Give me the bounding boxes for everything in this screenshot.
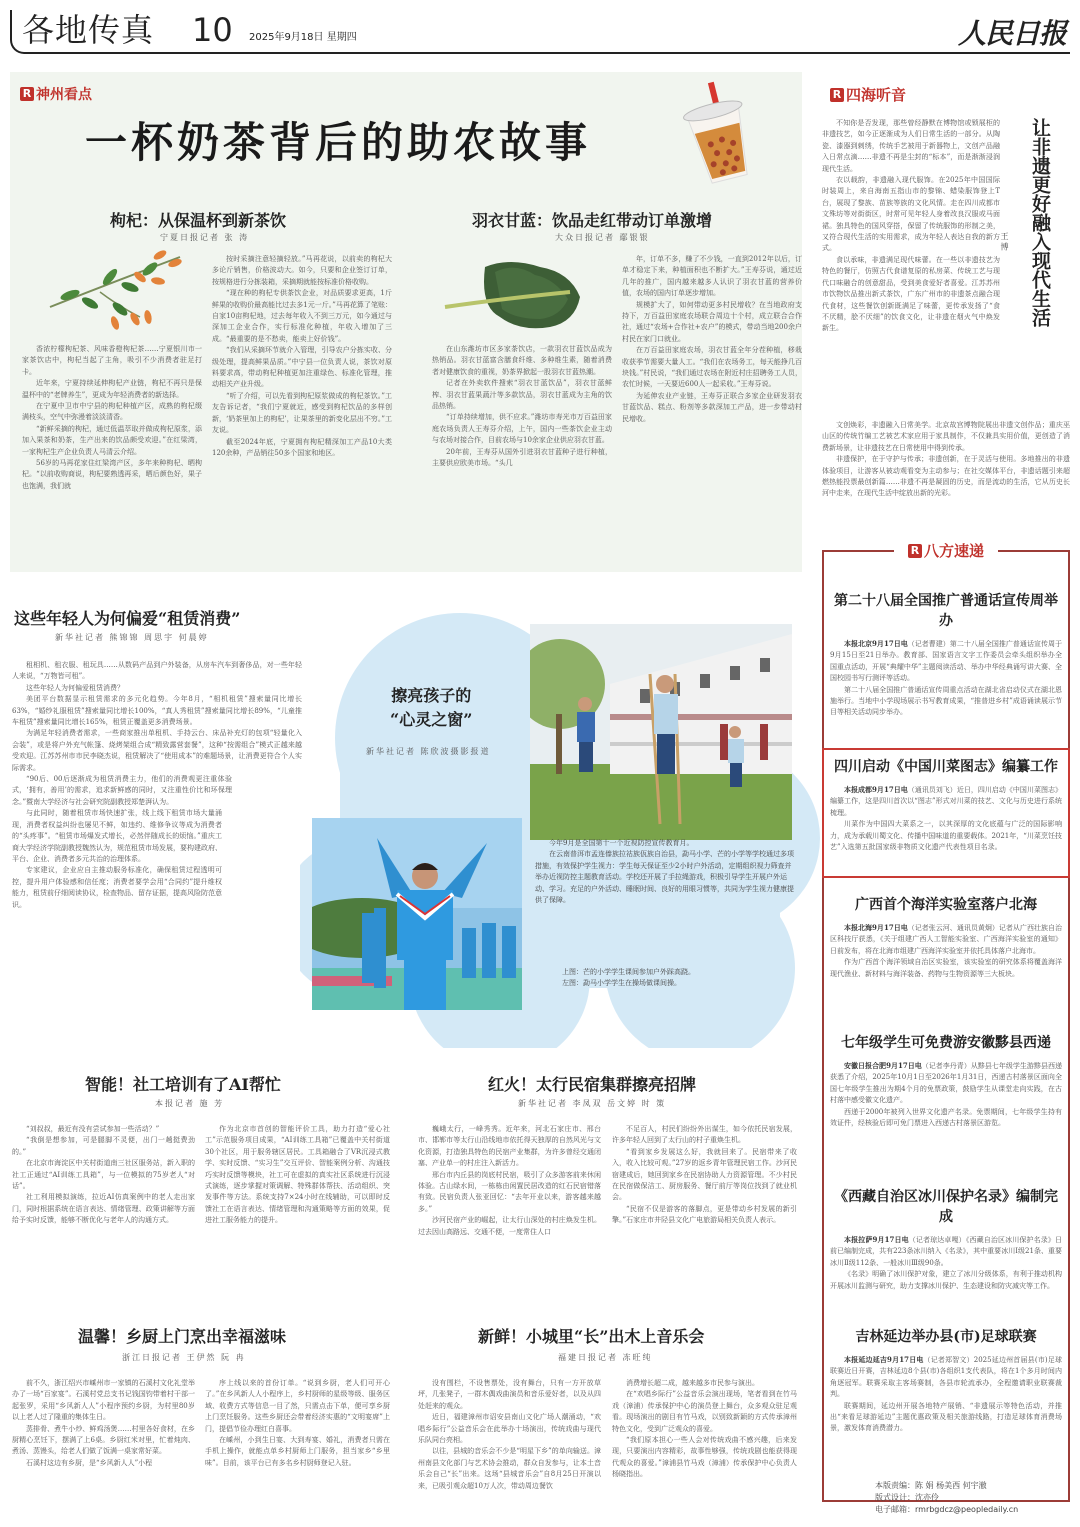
opinion-author: 王 博 [1000,232,1009,251]
brief-title: 《西藏自治区冰川保护名录》编制完成 [834,1189,1058,1225]
section-name: 各地传真 [22,11,155,49]
article-body-goji-col2: 按时采摘注意轻摘轻放。”马再花说，以前卖的枸杞大多论斤销售，价格波动大。如今，只要和企业签订订单，按规格进行分拣装箱，采摘期就能按标准价格收购。 “现在种的枸杞专供茶饮企业，对品质要求更高，1斤鲜果的收购价最高能比过去多1元一斤。”马再花算了笔账：自家10亩枸杞地，过去每年收入不到三万元，如今通过与深加工企业合作，实行标准化种植，年收入增加了三成。“最重要的是不愁卖，能卖上好价钱”。 “我们从采摘环节就介入管理，引导农户分拣实收、分级处理，提高鲜果品质。”中宁县一位负责人说，茶饮对原料要求高，带动枸杞种植更加注重绿色、标准化管理，推动相关产业升级。 “听了介绍，可以先看到枸杞原浆做成的枸杞茶饮。”工友告诉记者，“我们宁夏就近，感受到枸杞饮品的多样创新，‘奶茶里加上的枸杞’，让果茶里的新变化层出不穷。”工友说。 截至2024年底，宁夏拥有枸杞精深加工产品10大类120余种，产品销往50多个国家和地区。 [212,255,392,457]
brief-item: 第二十八届全国推广普通话宣传周举办 本报北京9月17日电（记者曹建）第二十八届全国推广普通话宣传周于9月15日至21日举办。教育部、国家语言文字工作委员会牵头组织举办全国重点活动，开展“典耀中华”主题阅读活动、举办中华经典诵写讲大赛、全国校园书写行测评等活动。 第二十八届全国推广普通话宣传周重点活动在湖北省启动仪式在湖北恩施举行。当地中小学现场展示书写教育成果，“推普进乡村”成语诵读展示节目等相关活动同步举办。 [824,590,1068,719]
article-body-homestay-col1: 巍峨太行，一峰秀秀。近年来，河北石家庄市、邢台市、邯郸市等太行山沿线地市依托得天独厚的自然风光与文化资源，打造独具特色的民宿产业集群，为许多曾经交通闭塞、产业单一的村庄注入新活力。 邢台市内丘县的岗底村民宿，吸引了众多游客前来休闲体验。古山绿水间，一栋栋由闲置民居改造的红石民宿错落有致。民宿负责人张亚回忆：“去年开业以来，游客越来越多。” 沙河民宿产业的崛起，让太行山深处的村庄焕发生机。过去因山高路远、交通不便，一度常住人口 [418,1125,601,1236]
masthead [10,10,1070,54]
photo-feature-title: 擦亮孩子的 “心灵之窗” [390,686,473,729]
brief-title: 广西首个海洋实验室落户北海 [855,897,1037,913]
r-badge-icon: R [830,88,844,102]
article-body-homestay-col2: 不足百人，村民们纷纷外出谋生，如今依托民宿发展，许多年轻人回到了太行山的村子重焕生机。 “看到家乡发展这么好，我就回来了。民宿带来了收入，收入比较可观。”27岁的返乡青年管理民宿工作。沙河民宿建成后，她回到家乡在民宿协助人力资源管理。不少村民在民宿做保洁工、厨房服务、餐厅前厅等岗位找到了就业机会。 “民宿不仅是游客的落脚点，更是带动乡村发展的新引擎。”石家庄市井陉县文化广电旅游局相关负责人表示。 [612,1125,797,1225]
article-body-ai-col2: 作为北京市首创的智能评价工具，助力打造“爱心社工”示范服务项目成果，“AI训练工具箱”已覆盖中关村街道30个社区，用于服务辖区居民。工具箱融合了VR沉浸式教学、实时反馈、“实习生”交互评价、智能案例分析、沟通技巧实时反馈等模块，社工可在虚拟的真实社区系统进行沉浸式演练，逐步掌握对策调解、特殊群体帮扶、活动组织、突发事件等方法。系统支持7×24小时在线辅助，可以即时反馈社工在语言表达、情绪管理和沟通策略等方面的效果，促进社工服务能力的提升。 [205,1125,390,1225]
brief-title: 四川启动《中国川菜图志》编纂工作 [834,759,1058,775]
kale-leaf-illustration [440,257,590,337]
briefs-box [822,542,1070,1502]
section-tag-shenzhou: R 神州看点 [20,84,92,104]
article-title-ai: 智能！社工培训有了AI帮忙 [85,1075,281,1094]
brief-item: 《西藏自治区冰川保护名录》编制完成 本报拉萨9月17日电（记者琼达卓嘎）《西藏自治区冰川保护名录》日前已编制完成，共有223条冰川纳入《名录》，其中重要冰川Ⅰ级21条、重要冰川Ⅱ级112条、一般冰川Ⅲ级90条。 《名录》明确了冰川保护对象，建立了冰川分级体系，有利于推动机构开展冰川监测与研究，助力支撑冰川保护、生态建设和防灾减灾等工作。 [824,1186,1068,1292]
brief-item-highlighted: 四川启动《中国川菜图志》编纂工作 本报成都9月17日电（通讯员刘飞）近日，四川启动《中国川菜图志》编纂工作，这是四川首次以“图志”形式对川菜的技艺、文化与历史进行系统梳理。 川菜作为中国四大菜系之一，以其深厚的文化底蕴与广泛的国际影响力，成为承载川蜀文化、传播中国味道的重要载体。2021年，“川菜烹饪技艺”入选第五批国家级非物质文化遗产代表性项目名录。 [822,748,1070,878]
article-byline-homestay: 新华社记者 李凤双 岳文婷 时 策 [518,1099,667,1108]
article-body-rural-chef-col2: 序上线以来的首份订单。“说到乡厨，老人们可开心了。”在乡风新人人小程序上，乡村厨师的星级等级、服务区域、收费方式等信息一目了然，只需点击下单，便可享乡厨上门烹饪服务。这些乡厨还会带着经济实惠的“文明宴席”上门，提倡节俭办理红白喜事。 在嵊州，小到生日宴、大到寿宴、婚礼，消费者只需在手机上操作，就能点单乡村厨师上门服务，担当家乡“乡里味”。目前，该平台已有多名乡村厨师登记入驻。 [205,1379,390,1467]
article-byline-kale: 大众日报记者 鄢银银 [555,233,650,242]
brief-item: 七年级学生可免费游安徽黟县西递 安徽日报合肥9月17日电（记者李丹青）从黟县七年级学生游黟县西递获悉了介绍，2025年10月1日至2026年1月31日，西递古村落景区面向全国七年级学生推出为期4个月的免票政策，鼓励学生从课堂走向实践，在古村落中感受徽文化遗产。 西递于2000年被列入世界文化遗产名录。免票期间，七年级学生持有效证件，经核验后即可免门票进入西递古村落景区游览。 [824,1032,1068,1129]
feature-panel [10,72,802,572]
page-number: 10 [192,11,233,49]
article-title-goji: 枸杞：从保温杯到新茶饮 [110,211,287,230]
article-title-kale: 羽衣甘蓝：饮品走红带动订单激增 [472,211,713,230]
article-body-concert-col2: 消费增长超二成，越来越多市民参与演出。 在“欢唱乡际行”公益音乐会演出现场，笔者看到在竹马戏（漳浦）传承保护中心的演员登上舞台，众多观众驻足观看。现场演出的剧目有竹马戏，以别致新颖的方式传承漳州特色文化，受到广泛观众的喜爱。 “我们原本担心一些人会对传统戏曲不感兴趣，后来发现，只要演出内容精彩，故事性够强，传统戏剧也能获得现代观众的喜爱。”漳浦县竹马戏（漳浦）传承保护中心负责人杨晓指出。 [612,1379,797,1479]
article-title-homestay: 红火！太行民宿集群擦亮招牌 [488,1075,697,1094]
article-body-concert-col1: 没有围栏，不设售票处，没有舞台，只有一方开放草坪，几张凳子，一群木偶戏曲演员和音乐爱好者，以及从四处赶来的观众。 近日，福建漳州市诏安县南山文化广场人潮涌动，“欢唱乡际行”公益音乐会在此举办十场演出，传统戏曲与现代乐队同台亮相。 以往，县城的音乐会不少是“明星下乡”的单向输送。漳州南县文化部门与艺术协会推动，群众自发参与，让本土音乐会自己“长”出来。这场“县城音乐会”自8月25日开演以来，已吸引观众超10万人次，带动周边餐饮 [418,1379,601,1490]
article-byline-rental: 新华社记者 熊锦锦 周思宇 何晨婷 [55,633,209,642]
opinion-body-wide: 文创焕彩，非遗融入日常美学。北京故宫博物院展出非遗文创作品；重庆巫山区的传统竹编工艺被艺术家应用于家具制作，不仅兼具实用价值，更创造了消费新场景，让非遗技艺在日常使用中得到传承。 非遗保护，在于守护与传承；非遗创新，在于灵活与使用。多地推出的非遗体验项目，让游客从被动观看变为主动参与；在社交媒体平台，非遗话题引来超燃热能投票最创新篇……非遗不再是凝固的历史，而是流动的生活，它从历史长河中走来，在现代生活中绽放出新的光彩。 [822,421,1070,498]
opinion-body-narrow: 不知你是否发现，那些曾经静默在博物馆或锁展柜的非遗技艺，如今正逐渐成为人们日常生活的一部分。从陶瓷、漆器到刺绣，传统手艺被用于新器物上，文创产品融入日常点滴……非遗不再是尘封的“标本”，而是渐渐浸润现代生活。 衣以载韵，非遗融入现代服饰。在2025年中国国际时装周上，来自海南五指山市的黎锦、蜡染服饰登上T台，展现了黎族、苗族等族的文化风情。走在四川成都市文殊坊等对街街区，时常可见年轻人身着改良汉服或马面裙。独具特色的国风穿搭，保留了传统服饰的形制之美，又符合现代生活的实用需求，成为年轻人表达自我的新方式。 食以承味，非遗满足现代味蕾。在一些以非遗技艺为特色的餐厅，仿照古代食谱复原的私房菜、传统工艺与现代口味融合的创意甜品，受到美食爱好者喜爱。江苏苏州市饮物饮品推出新式茶饮，广东广州市的非遗茶点融合现代食材，这些餐饮创新既满足了味蕾，更传承发扬了“食不厌精，脍不厌细”的饮食文化，让非遗在烟火气中焕发新生。 [822,119,1000,333]
article-body-ai-col1: “刘叔叔，最近有没有尝试参加一些活动？” “我倒是想参加，可是腿脚不灵便，出门一趟挺费劲的。” 在北京市海淀区中关村街道南三社区服务站，新入职的社工正通过“AI训练工具箱”，与一位模拟的75岁老人“对话”。 社工利用模拟演练，拉近AI仿真案例中的老人走出家门，同时根据系统在语言表达、情绪管理、政策讲解等方面给予实时反馈，能够不断优化与老年人的沟通方式。 [12,1125,195,1225]
article-title-concert: 新鲜！小城里“长”出木上音乐会 [478,1327,705,1346]
brief-title: 第二十八届全国推广普通话宣传周举办 [834,593,1058,629]
brief-title: 吉林延边举办县(市)足球联赛 [855,1329,1037,1345]
page-credits: 本版责编：陈 娟 杨美西 何宇澈 版式设计：沈亦伶 电子邮箱：rmrbgdcz@peopledaily.cn [875,1481,1019,1514]
brief-title: 七年级学生可免费游安徽黟县西递 [841,1035,1051,1051]
photo-legend: 上图：芒的小学学生课间参加户外踩高跷。 左图：勐马小学学生在操场做课间操。 [562,968,695,987]
article-title-rental: 这些年轻人为何偏爱“租赁消费” [14,609,241,628]
feature-headline: 一杯奶茶背后的助农故事 [85,118,592,167]
article-byline-concert: 福建日报记者 冻旺纯 [558,1353,653,1362]
photo-feature-byline: 新华社记者 陈欣波摄影报道 [366,747,491,756]
brief-item: 广西首个海洋实验室落户北海 本报北海9月17日电（记者张云河、通讯员黄炯）记者从广西壮族自治区科技厅获悉，《关于组建广西人工智能实验室、广西海洋实验室的通知》日前发布，将在北海市组建广西海洋实验室并依托具体落户北海市。 作为广西首个海洋领域自治区实验室，该实验室的研究体系将覆盖海洋现代渔业、新材料与海洋装备、药物与生物资源等三大板块。 [824,894,1068,980]
frame-line [998,550,1068,552]
stilt-walking-children-photo [530,624,792,840]
goji-branch-illustration [40,247,190,332]
article-body-rural-chef-col1: 前不久，浙江绍兴市嵊州市一家镇的石溪村文化礼堂举办了一场“百家宴”。石溪村党总支书记钱国钧带着村干部一起张罗，采用“乡风新人人”小程序预约乡厨，为村里80岁以上老人过了隆重的集体生日。 蒸排骨、煮牛小炒、鲜鸡汤煲……村里各好食材，在乡厨精心烹饪下，摆满了上6桌。乡厨红米对里，忙着炖肉、煮汤、蒸馒头，给老人们做了饭满一桌家常好菜。 石溪村这边有乡厨，是“乡风新人人”小程 [12,1379,195,1467]
brief-item: 吉林延边举办县(市)足球联赛 本报延边延吉9月17日电（记者郑智文）2025延边州首届县(市)足球联赛近日开赛，吉林延边8个县(市)各组织1支代表队，将在1个多月时间内角逐冠军。联赛采取主客场赛制，各县市轮流承办，全程邀请职业联赛裁判。 联赛期间，延边州开展各地特产展销、“非遗展示等特色活动，并推出“来看足球游延边”主题优惠政策及相关旅游线路，打造足球体育消费场景，激发体育消费潜力。 [824,1326,1068,1435]
photo-feature-caption: 今年9月是全国第十一个近视防控宣传教育月。 在云南普洱市孟连傣族拉祜族佤族自治县，勐马小学、芒的小学等学校通过多项措施，有效保护学生视力：学生每天保证至少2小时户外活动，定期组织视力筛查并举办近视防控主题教育活动。学校还开展了手拉绳游戏，积极引导学生开展户外运动、学习。充足的户外活动、睡眠时间、良好的用眼习惯等，共同为学生视力健康提供了保障。 [535,839,794,905]
section-tag-sihai: R 四海听音 [830,84,906,105]
article-byline-goji: 宁夏日报记者 张 涛 [160,233,250,242]
article-body-kale-col1: 在山东潍坊市区多家茶饮店，一款羽衣甘蓝饮品成为热销品。羽衣甘蓝富含膳食纤维、多种维生素，随着消费者对健康饮食的重视，奶茶界掀起一股羽衣甘蓝热潮。 记者在外卖软件搜索“羽衣甘蓝饮品”，羽衣甘蓝鲜榨、羽衣甘蓝果蔬汁等多款饮品，羽衣甘蓝成为主角的饮品热销。 “订单持续增加，供不应求。”潍坊市寿光市万百益田家庭农场负责人王寿芬介绍，上午，国内一些茶饮企业主动与农场对接合作，目前农场与10余家企业供应羽衣甘蓝。 20年前，王寿芬从国外引进羽衣甘蓝种子进行种植，主要供应欧美市场。“头几 [432,345,612,468]
section-tag-bafang: R 八方速递 [904,540,988,561]
bubble-tea-cup-icon [680,80,760,190]
article-byline-rural-chef: 浙江日报记者 王伊然 阮 冉 [122,1353,246,1362]
issue-date: 2025年9月18日 星期四 [249,32,357,43]
opinion-title: 让非遗更好融入现代生活 [1029,118,1051,327]
article-title-rural-chef: 温馨！乡厨上门烹出幸福滋味 [78,1327,287,1346]
article-byline-ai: 本报记者 施 芳 [155,1099,225,1108]
eye-exercise-students-photo [312,818,522,1010]
newspaper-logo: 人民日报 [957,17,1066,50]
article-body-rental: 租相机、租衣服、租玩具……从数码产品到户外装备，从房车汽车到奢侈品，对一些年轻人来说，“万物皆可租”。 这些年轻人为何偏爱租赁消费？ 美团平台数据显示租赁需求的多元化趋势。今年8月，“相机租赁”搜索量同比增长63%，“婚纱礼服租赁”搜索量同比增长100%，“真人秀租赁”搜索量同比增长89%，“儿童推车租赁”搜索量同比增长165%，租赁正覆盖更多消费场景。 为满足年轻消费者需求，一些商家推出单租机、手持云台、床品补充灯的包项“轻量化入会装”，或是将户外充气帐篷、烧烤架组合成“精致露营套餐”，这种“按需组合”模式正越来越受欢迎。江苏苏州市市民李晓杰说，租赁解决了“使用成本”的难题场景，让消费更符合个人实际需求。 “90后、00后逐渐成为租赁消费主力，他们的消费观更注重体验式，‘拥有，善用’的需求，追求新鲜感的同时，又注重性价比和环保理念。”暨南大学经济与社会研究院副教授郑楚湃认为。 与此同时，随着租赁市场快速扩张，线上线下租赁市场大量涌现，消费者权益纠纷也屡见不鲜，如违约、维修争议等成为消费者的“头疼事”。“租赁市场爆发式增长，必然伴随成长的烦恼。”重庆工商大学经济学院副教授魏然认为，规范租赁市场发展，要构建政府、平台、企业、消费者多元共治的治理体系。 专家建议，企业应自主推动服务标准化，确保租赁过程透明可控，提升用户体验感和信任度；消费者要学会用“合同约”提升维权能力，租赁前仔细阅读协议，检查物品、留存证据，提高风险防范意识。 [12,661,302,909]
article-body-goji-col1: 香浓柠檬枸杞茶、风味香橙枸杞茶……宁夏银川市一家茶饮店中，枸杞当起了主角，吸引不少消费者驻足打卡。 近年来，宁夏持续延伸枸杞产业链，枸杞不再只是保温杯中的“老牌养生”，更成为年轻消费者的新选择。 在宁夏中卫市中宁县的枸杞种植产区，成熟的枸杞缀满枝头，空气中弥漫着淡淡清香。 “新鲜采摘的枸杞，通过低温萃取并做成枸杞原浆，添加入果茶和奶茶，生产出来的饮品颇受欢迎。”在红梁湾，一家枸杞生产企业负责人马清云介绍。 56岁的马再花家住红梁湾产区，多年来种枸杞、晒枸杞。“以前收购商说，枸杞要熟透再采，晒后颜色好，果子也饱满，我们就 [22,345,202,490]
article-body-kale-col2: 年，订单不多，赚了不少钱，一直到2012年以后，订单才稳定下来，种植面积也不断扩大。”王寿芬说，通过近几年的推广，国内越来越多人认识了羽衣甘蓝的营养价值，农场的国内订单逐步增加。 规模扩大了，如何带动更多村民增收？在当地政府支持下，万百益田家庭农场联合周边十个村，成立联合合作社，通过“农场+合作社+农户”的模式，带动当地200余户村民在家门口就业。 在万百益田家庭农场，羽衣甘蓝全年分茬种植，移栽收获季节需要大量人工。“我们在农场务工，每天能挣几百块钱。”村民说，“我们通过农场在附近村庄招聘务工人员，农忙时候，一天要近600人一起采收。”王寿芬说。 为延伸农业产业链，王寿芬正联合多家企业研发羽衣甘蓝饮品、糕点、粉剂等多款深加工产品，进一步带动村民增收。 [622,255,802,423]
frame-line [824,550,894,552]
r-badge-icon: R [908,544,922,558]
r-badge-icon: R [20,87,34,101]
